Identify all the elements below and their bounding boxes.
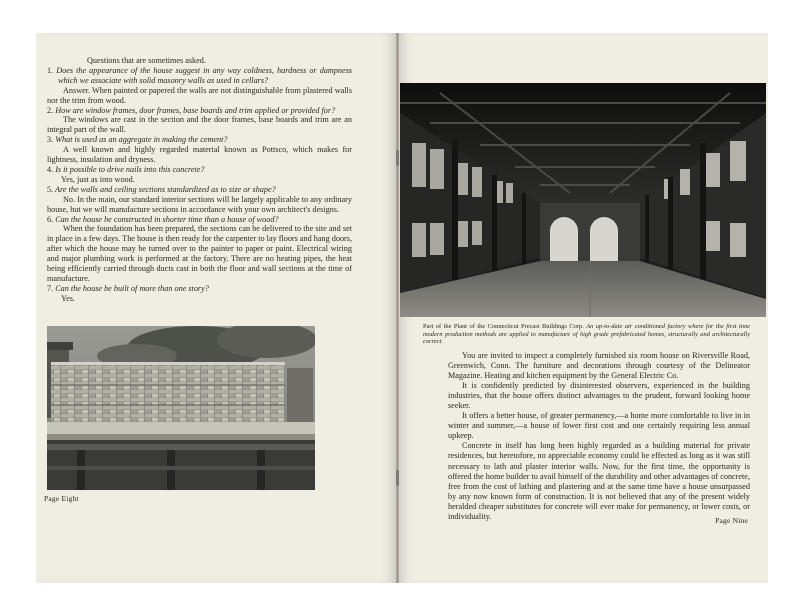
paragraph-4: Concrete in itself has long been highly regarded as a building material for private residences, but heretofore, no appreciable economy could be effected as long as it was still necessary to lath and plaster interior walls. Now, for the first time, the opportunity is offered the home builder to avail himself of the durability and other advantages of concrete, free from the cost of lathing and plastering and at the same time have a house unsurpassed by any now known form of construction. It is not believed that any of the present widely heralded cheaper substitutes for concrete will ever make for permanency, or lower costs, or individuality. — [448, 441, 750, 521]
question-5: 5. Are the walls and ceiling sections standardized as to size or shape? — [47, 184, 276, 194]
question-4: 4. Is it possible to drive nails into this concrete? — [47, 164, 205, 174]
photo-caption: Part of the Plant of the Connecticut Precast Buildings Corp. An up-to-date air conditioned factory where for the first time modern production methods are applied to manufacture of high grade prefabricated homes, structurally and architecturally correct. — [423, 323, 750, 346]
factory-interior-photo — [400, 83, 766, 317]
answer-4: Yes, just as into wood. — [61, 174, 135, 184]
paragraph-1: You are invited to inspect a completely furnished six room house on Riversville Road, Greenwich, Conn. The furniture and decorations through courtesy of the Delineator Magazine. Heating and kitchen equipment by the General Electric Co. — [448, 351, 750, 381]
question-2: 2. How are window frames, door frames, base boards and trim applied or provided for? — [47, 105, 336, 115]
paragraph-3: It offers a better house, of greater permanency,—a home more comfortable to live in in winter and summer,—a house of lower first cost and one certainly requiring less annual upkeep. — [448, 411, 750, 441]
concrete-blocks-photo — [47, 326, 315, 490]
answer-5: No. In the main, our standard interior sections will be largely applicable to any ordinary house, but we will manufacture sections in accordance with your own architect's designs. — [47, 194, 352, 214]
question-1: 1. Does the appearance of the house suggest in any way coldness, hardness or dampness which we associate with solid masonry walls as used in cellars? — [47, 65, 352, 85]
answer-6: When the foundation has been prepared, the sections can be delivered to the site and set in place in a few days. The house is then ready for the carpenter to lay floors and hang doors, after which the house may be turned over to the painter to paper or paint. Electrical wiring and major plumbing work is performed at the factory. There are no heating pipes, the heat being efficiently carried through ducts cast in both the floor and wall sections at the time of manufacture. — [47, 224, 352, 283]
answer-2: The windows are cast in the section and the door frames, base boards and trim are an integral part of the wall. — [47, 115, 352, 135]
answer-1: Answer. When painted or papered the walls are not distinguishable from plastered walls nor the trim from wood. — [47, 85, 352, 105]
question-7: 7. Can the house be built of more than one story? — [47, 283, 209, 293]
questions-section — [47, 56, 352, 304]
questions-intro: Questions that are sometimes asked. — [87, 56, 206, 65]
paragraph-2: It is confidently predicted by disinterested observers, experienced in the building industries, that the house offers distinct advantages to the prudent, forward looking home seeker. — [448, 381, 750, 411]
question-6: 6. Can the house be constructed in shorter time than a house of wood? — [47, 214, 279, 224]
question-3: 3. What is used as an aggregate in making the cement? — [47, 135, 228, 145]
page-number-right: Page Nine — [715, 516, 748, 525]
answer-3: A well known and highly regarded material known as Pottsco, which makes for lightness, insulation and dryness. — [47, 145, 352, 165]
page-number-left: Page Eight — [44, 494, 79, 503]
body-text — [448, 351, 750, 522]
answer-7: Yes. — [61, 293, 75, 303]
